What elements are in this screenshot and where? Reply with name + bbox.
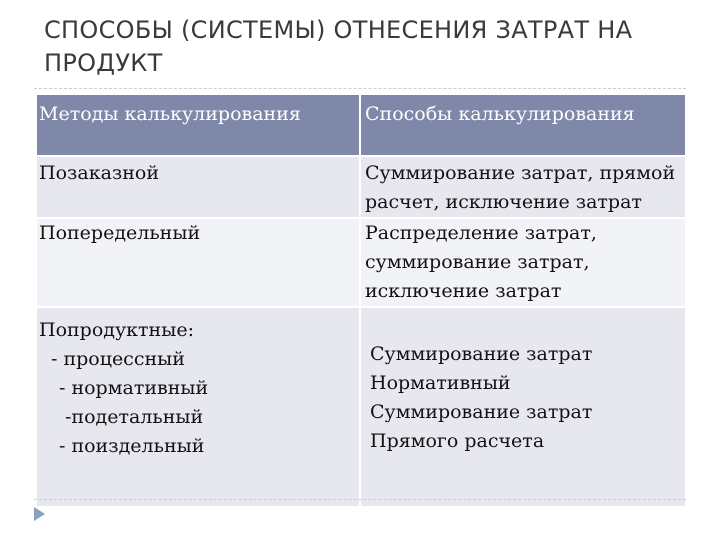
ways-cell <box>360 156 686 218</box>
ways-line: Суммирование затрат, прямой <box>365 162 676 184</box>
ways-line: суммирование затрат, <box>365 251 590 273</box>
method-line: Позаказной <box>39 162 160 184</box>
triangle-bullet-icon <box>34 507 45 521</box>
slide-title-line-2: ПРОДУКТ <box>44 49 163 77</box>
ways-cell <box>360 307 686 507</box>
method-line: Попродуктные: <box>39 319 194 341</box>
ways-line: Суммирование затрат <box>370 401 593 423</box>
ways-line: Суммирование затрат <box>370 343 593 365</box>
slide-title-line-1: СПОСОБЫ (СИСТЕМЫ) ОТНЕСЕНИЯ ЗАТРАТ НА <box>44 16 633 44</box>
method-line: Попередельный <box>39 222 201 244</box>
method-cell <box>36 156 360 218</box>
method-subline: -подетальный <box>65 406 204 428</box>
ways-cell <box>360 218 686 307</box>
ways-line: Нормативный <box>370 372 511 394</box>
ways-line: Прямого расчета <box>370 430 545 452</box>
ways-line: расчет, исключение затрат <box>365 191 642 213</box>
slide-title <box>44 14 684 80</box>
footer-divider <box>34 499 686 500</box>
table-row <box>36 218 686 307</box>
title-divider <box>34 88 686 89</box>
method-subline: - процессный <box>51 348 185 370</box>
table-header-row <box>36 94 686 156</box>
header-ways: Способы калькулирования <box>360 94 686 156</box>
method-subline: - нормативный <box>59 377 209 399</box>
table-row <box>36 307 686 507</box>
costing-methods-table <box>35 93 687 508</box>
table-row <box>36 156 686 218</box>
method-cell <box>36 218 360 307</box>
ways-line: Распределение затрат, <box>365 222 597 244</box>
header-methods: Методы калькулирования <box>36 94 360 156</box>
ways-line: исключение затрат <box>365 280 562 302</box>
method-cell <box>36 307 360 507</box>
method-subline: - поиздельный <box>59 435 205 457</box>
